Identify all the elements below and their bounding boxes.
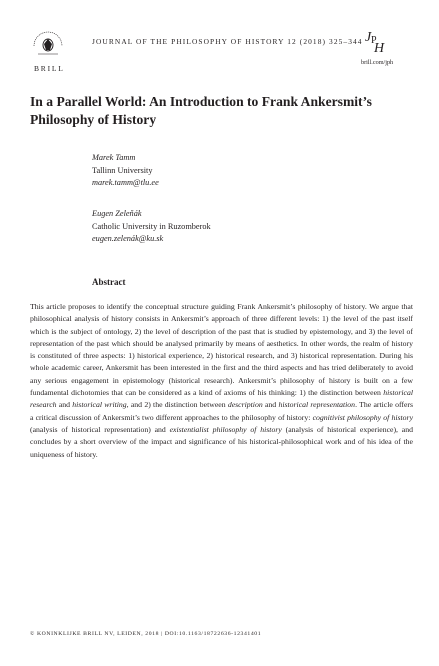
abstract-text-run: (analysis of historical representation) and	[30, 424, 170, 434]
abstract-heading: Abstract	[92, 277, 126, 287]
journal-logo-icon	[362, 28, 390, 54]
abstract-text-run: . The article offers a critical discussion of Ankersmit’s two different approaches to the philosophy of history:	[30, 400, 413, 422]
copyright-footer: © KONINKLIJKE BRILL NV, LEIDEN, 2018 | DOI:10.1163/18722636-12341401	[30, 631, 262, 637]
abstract-italic-term: historical representation	[278, 400, 356, 410]
author-email[interactable]: eugen.zelenák@ku.sk	[92, 234, 164, 244]
abstract-body	[30, 301, 413, 461]
author-name: Marek Tamm	[92, 153, 136, 162]
author-affiliation: Catholic University in Ruzomberok	[92, 221, 211, 231]
abstract-text-run: , and 2) the distinction between	[126, 400, 228, 410]
journal-line: JOURNAL OF THE PHILOSOPHY OF HISTORY 12 (2018) 325–344	[92, 37, 363, 46]
author-name: Eugen Zeleňák	[92, 209, 142, 218]
article-title: In a Parallel World: An Introduction to Frank Ankersmit’s Philosophy of History	[30, 94, 372, 127]
journal-url[interactable]: brill.com/jph	[361, 59, 394, 66]
abstract-italic-term: existentialist philosophy of history	[169, 424, 282, 434]
publisher-name: BRILL	[34, 64, 65, 73]
abstract-text-run: and	[262, 400, 279, 410]
abstract-italic-term: cognitivist philosophy of history	[312, 412, 414, 422]
abstract-paragraph	[30, 301, 413, 461]
author-email[interactable]: marek.tamm@tlu.ee	[92, 178, 159, 188]
author-block-2	[92, 208, 392, 246]
author-block-1	[92, 152, 392, 190]
abstract-text-run: This article proposes to identify the conceptual structure guiding Frank Ankersmit’s philosophy of history. We argue that philosophical analysis of history consists in Ankersmit’s approach of three different levels: 1) the level of the past itself which is the subject of ontology, 2) the level of description of the past that is studied by epistemology, and 3) the level of representation of the past which should be analysed primarily by means of aesthetics. In other words, the realm of history is constituted of three aspects: 1) historical experience, 2) historical research, and 3) historical representation. During his whole academic career, Ankersmit has been interested in the first and the third aspects and has tried deliberately to avoid any serious engagement in epistemology (historical research). Ankersmit’s philosophy of history is built on a few fundamental dichotomies that can be considered as a kind of axioms of his thinking: 1) the distinction between	[30, 302, 413, 398]
svg-text:J: J	[365, 30, 372, 45]
author-affiliation: Tallinn University	[92, 165, 153, 175]
abstract-text-run: and	[56, 400, 73, 410]
abstract-italic-term: historical research	[30, 388, 413, 410]
svg-text:P: P	[371, 35, 377, 46]
svg-text:H: H	[374, 41, 385, 54]
abstract-italic-term: historical writing	[72, 400, 127, 410]
abstract-italic-term: description	[227, 400, 263, 410]
brill-logo-icon	[30, 28, 66, 58]
abstract-text-run: (analysis of historical experience), and concludes by a short overview of the impact and significance of his historical-philosophical work and of his idea of the uniqueness of history.	[30, 424, 413, 459]
